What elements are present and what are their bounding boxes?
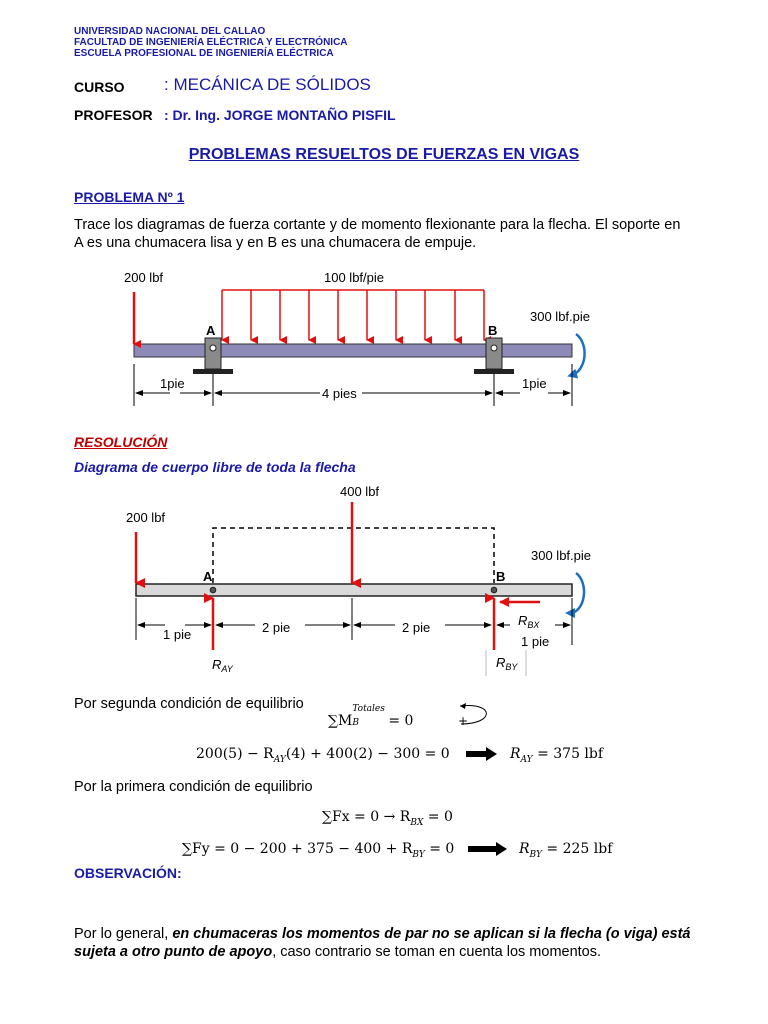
resolution-heading: RESOLUCIÓN [74,434,168,450]
point-load-label: 200 lbf [126,510,166,525]
first-condition-text: Por la primera condición de equilibrio [74,779,313,795]
university-name: UNIVERSIDAD NACIONAL DEL CALLAO [74,26,266,37]
faculty-name: FACULTAD DE INGENIERÍA ELÉCTRICA Y ELECTRÓNICA [74,37,348,48]
problem-statement-line2: A es una chumacera lisa y en B es una chumacera de empuje. [74,235,477,251]
school-name: ESCUELA PROFESIONAL DE INGENIERÍA ELÉCTRICA [74,48,334,59]
moment-arrow [572,334,585,375]
point-load-label: 200 lbf [124,270,164,285]
support-a-label: A [206,323,216,338]
dim-left-label: 1pie [160,376,185,391]
support-a-label: A [203,569,213,584]
dim4-label: 1 pie [521,634,550,649]
resolution-subheading: Diagrama de cuerpo libre de toda la flecha [74,459,356,475]
professor-value: : Dr. Ing. JORGE MONTAÑO PISFIL [164,107,396,123]
dimension-lines [136,598,572,645]
course-value: : MECÁNICA DE SÓLIDOS [164,75,371,94]
beam [134,344,572,357]
moment-label: 300 lbf.pie [531,548,591,563]
rbx-label: $R_{BX}$ [518,613,540,630]
distributed-load [222,290,484,340]
dim-right-label: 1pie [522,376,547,391]
rby-label: $R_{BY}$ [496,655,518,672]
equation-2: $\sum Fx = 0 \to R_{BX} = 0$ [322,809,453,828]
pin-b [491,587,497,593]
free-body-diagram [0,480,768,680]
result-1: $R_{AY} = 375$ lbf [510,746,604,765]
implies-arrow-2 [468,841,508,857]
implies-arrow-1 [466,746,498,762]
beam [136,584,572,596]
resultant-label: 400 lbf [340,484,380,499]
result-3: $R_{BY} = 225$ lbf [519,841,613,860]
ray-label: $R_{AY}$ [212,657,233,674]
load-outline [213,528,494,583]
dim2-label: 2 pie [262,620,291,635]
second-condition-text: Por segunda condición de equilibrio [74,696,304,712]
problem-heading: PROBLEMA Nº 1 [74,189,185,205]
beam-diagram [0,260,768,410]
course-label: CURSO [74,79,125,95]
page-title: PROBLEMAS RESUELTOS DE FUERZAS EN VIGAS [188,146,580,163]
distributed-load-label: 100 lbf/pie [324,270,384,285]
moment-sum-equation: ∑M Totales B = 0 [328,704,414,729]
support-b-label: B [488,323,498,338]
equation-1: $200(5) - R_{AY}(4) + 400(2) - 300 = 0$ [196,746,450,765]
professor-label: PROFESOR [74,107,153,123]
plus-sign: + [458,714,469,728]
dim3-label: 2 pie [402,620,431,635]
problem-statement-line1: Trace los diagramas de fuerza cortante y de momento flexionante para la flecha. El soporte en [74,217,681,233]
equation-3: $\sum Fy = 0 - 200 + 375 - 400 + R_{BY} = 0$ [182,841,455,860]
dim1-label: 1 pie [163,627,192,642]
observation-heading: OBSERVACIÓN: [74,865,182,881]
dim-mid-label: 4 pies [322,386,357,401]
observation-line2: sujeta a otro punto de apoyo, caso contrario se toman en cuenta los momentos. [74,944,602,960]
pin-a [210,587,216,593]
observation-line1: Por lo general, en chumaceras los momentos de par no se aplican si la flecha (o viga) está [74,926,691,942]
moment-label: 300 lbf.pie [530,309,590,324]
support-b-label: B [496,569,506,584]
